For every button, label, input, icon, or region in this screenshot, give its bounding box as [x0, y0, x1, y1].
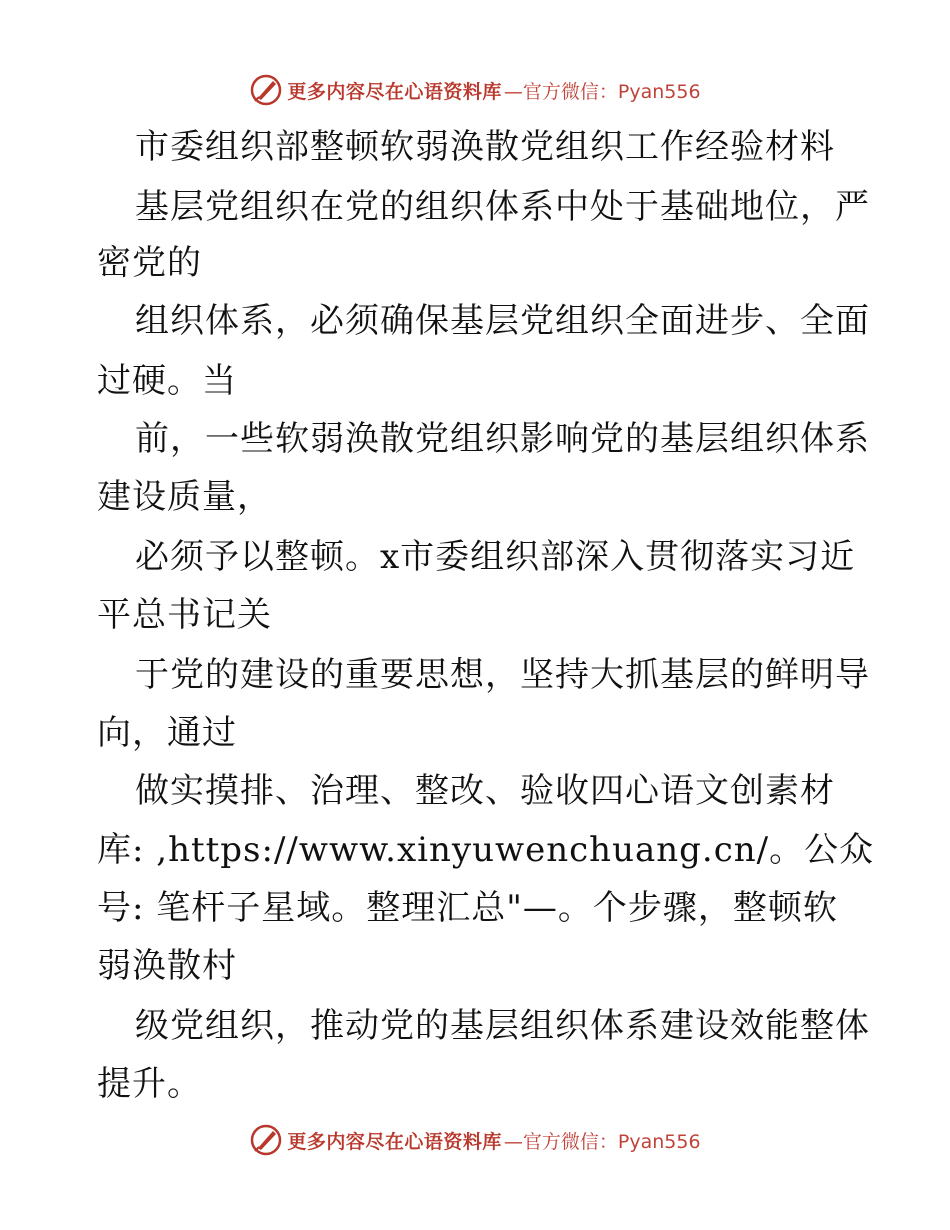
text-line: 向，通过: [97, 713, 237, 753]
banner-main-text: 更多内容尽在心语资料库: [287, 1130, 502, 1153]
quill-seal-icon: [249, 73, 283, 107]
text-line: 基层党组织在党的组织体系中处于基础地位，严: [135, 187, 870, 227]
header-banner: [0, 70, 950, 110]
banner-contact-text: —官方微信：Pyan556: [503, 80, 701, 103]
text-line: 密党的: [97, 243, 202, 283]
banner-main-text: 更多内容尽在心语资料库: [287, 80, 502, 103]
text-line: 提升。: [97, 1064, 202, 1104]
quill-seal-icon: [249, 1123, 283, 1157]
text-line: 号: 笔杆子星域。整理汇总"—。个步骤，整顿软: [97, 888, 838, 928]
text-line: 组织体系，必须确保基层党组织全面进步、全面: [135, 301, 870, 341]
text-line: 做实摸排、治理、整改、验收四心语文创素材: [135, 771, 835, 811]
text-line: 前，一些软弱涣散党组织影响党的基层组织体系: [135, 419, 870, 459]
document-title: 市委组织部整顿软弱涣散党组织工作经验材料: [135, 127, 835, 167]
text-line-url: 库: ,https://www.xinyuwenchuang.cn/。公众: [97, 830, 875, 870]
footer-banner: [0, 1120, 950, 1160]
text-line: 必须予以整顿。x市委组织部深入贯彻落实习近: [135, 537, 856, 577]
text-line: 建设质量，: [97, 477, 272, 517]
text-line: 弱涣散村: [97, 946, 237, 986]
text-line: 过硬。当: [97, 361, 237, 401]
text-line: 平总书记关: [97, 595, 272, 635]
text-line: 级党组织，推动党的基层组织体系建设效能整体: [135, 1006, 870, 1046]
text-line: 于党的建设的重要思想，坚持大抓基层的鲜明导: [135, 655, 870, 695]
banner-contact-text: —官方微信：Pyan556: [503, 1130, 701, 1153]
